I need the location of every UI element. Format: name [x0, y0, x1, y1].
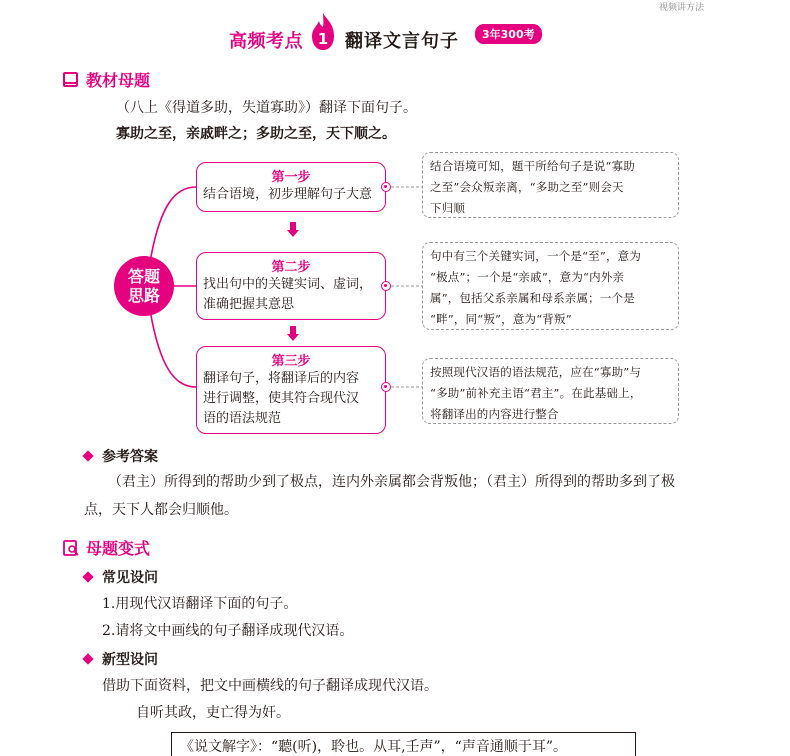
diamond-bullet-icon	[82, 571, 93, 582]
note-3-line-1: 按照现代汉语的语法规范，应在“寡助”与	[430, 365, 642, 379]
step-1-box	[196, 162, 386, 212]
step-2-line-1: 找出句中的关键实词、虚词，	[203, 277, 373, 292]
note-2-line-2: “极点”；一个是“亲戚”，意为“内外亲	[430, 270, 625, 284]
step-2-connector-dot	[381, 281, 391, 291]
section-variant-label: 母题变式	[86, 539, 151, 558]
note-1-line-1: 结合语境可知，题干所给句子是说“寡助	[430, 159, 635, 173]
section-textbook-label: 教材母题	[86, 71, 151, 90]
new-question-text: 借助下面资料，把文中画横线的句子翻译成现代汉语。	[102, 678, 438, 694]
sentence-line: 寡助之至，亲戚畔之；多助之至，天下顺之。	[116, 126, 396, 142]
reference-box	[171, 732, 636, 756]
step-3-title: 第三步	[271, 354, 311, 369]
quote-sentence: 自听其政，吏亡得为奸。	[136, 705, 290, 721]
source-line: （八上《得道多助，失道寡助》）翻译下面句子。	[116, 100, 417, 116]
book-icon	[62, 71, 80, 89]
note-3-line-2: “多助”前补充主语“君主”。在此基础上，	[430, 386, 642, 400]
note-3-line-3: 将翻译出的内容进行整合	[430, 407, 559, 421]
step-3-connector-dot	[381, 382, 391, 392]
step-2-box	[196, 252, 386, 320]
down-arrow-icon	[287, 326, 299, 342]
answer-line-2: 点，天下人都会归顺他。	[84, 502, 238, 518]
title-right: 翻译文言句子	[345, 31, 459, 52]
answer-heading	[84, 446, 158, 466]
note-1-line-3: 下归顺	[430, 201, 466, 215]
title-bar	[0, 12, 790, 58]
step-3-box	[196, 346, 386, 434]
note-1-box	[422, 152, 679, 218]
step-2-line-2: 准确把握其意思	[203, 297, 295, 312]
magnifier-book-icon	[62, 539, 80, 557]
reference-text: 《说文解字》：“聽(听)，聆也。从耳,壬声”，“声音通顺于耳”。	[180, 739, 568, 755]
center-bubble	[114, 256, 174, 316]
center-line-1: 答题	[127, 267, 160, 286]
common-item-1: 1.用现代汉语翻译下面的句子。	[102, 596, 298, 612]
note-1-line-2: 之至”会众叛亲离，“多助之至”则会天	[430, 180, 624, 194]
note-2-line-3: 属”，包括父系亲属和母系亲属；一个是	[430, 291, 635, 305]
step-3-line-2: 进行调整，使其符合现代汉	[203, 391, 360, 406]
common-question-label: 常见设问	[102, 570, 158, 586]
section-textbook-heading	[62, 68, 150, 91]
down-arrow-icon	[287, 222, 299, 238]
step-3-line-1: 翻译句子，将翻译后的内容	[203, 371, 360, 386]
answer-label: 参考答案	[102, 449, 158, 465]
corner-label: 视频讲方法	[658, 3, 704, 13]
title-number: 1	[317, 30, 329, 48]
answer-line-1: （君主）所得到的帮助少到了极点，连内外亲属都会背叛他；（君主）所得到的帮助多到了极	[108, 474, 675, 490]
common-item-2: 2.请将文中画线的句子翻译成现代汉语。	[102, 623, 354, 639]
new-question-label: 新型设问	[102, 652, 158, 668]
note-2-line-4: “畔”，同“叛”，意为“背叛”	[430, 312, 572, 326]
diamond-bullet-icon	[82, 653, 93, 664]
step-1-title: 第一步	[271, 170, 311, 185]
diamond-bullet-icon	[82, 450, 93, 461]
step-1-connector-dot	[381, 182, 391, 192]
note-3-box	[422, 358, 679, 424]
step-1-line-1: 结合语境，初步理解句子大意	[203, 187, 373, 202]
new-question-heading	[84, 649, 158, 669]
step-3-line-3: 语的语法规范	[203, 411, 282, 426]
flame-icon	[310, 12, 336, 52]
title-badge: 3年300考	[475, 24, 542, 44]
note-2-line-1: 句中有三个关键实词，一个是“至”，意为	[430, 249, 642, 263]
note-2-box	[422, 242, 679, 330]
step-2-title: 第二步	[271, 260, 311, 275]
section-variant-heading	[62, 536, 150, 559]
title-left: 高频考点	[229, 31, 303, 52]
common-question-heading	[84, 567, 158, 587]
center-line-2: 思路	[127, 286, 160, 305]
